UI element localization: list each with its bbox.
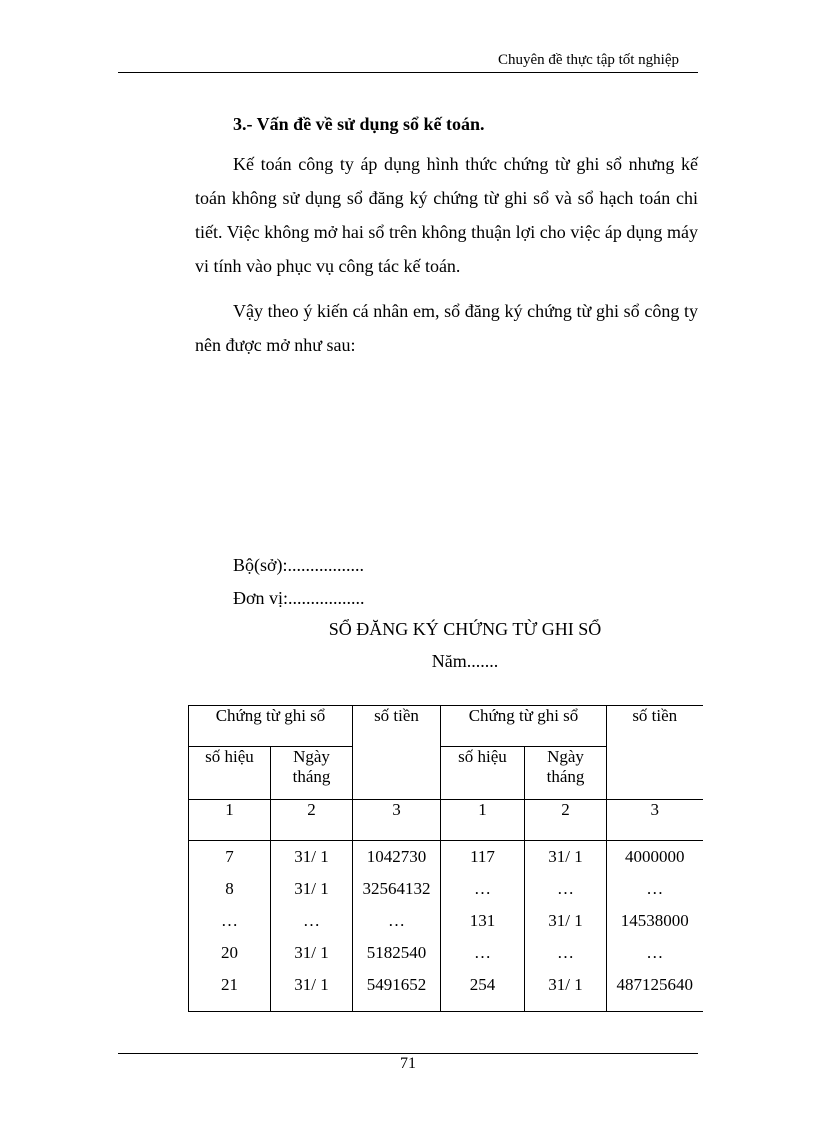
cell-date: … xyxy=(525,943,607,975)
cell-date: 31/ 1 xyxy=(271,943,353,975)
cell-date: 31/ 1 xyxy=(271,841,353,880)
paragraph-2: Vậy theo ý kiến cá nhân em, sổ đăng ký chứng từ ghi sổ công ty nên được mở như sau: xyxy=(195,301,698,355)
cell-amount: 5491652 xyxy=(353,975,441,1012)
table-index-row xyxy=(189,800,703,841)
footer-rule xyxy=(118,1053,698,1054)
cell-number: 117 xyxy=(441,841,525,880)
table-row xyxy=(189,943,703,975)
sub-number-right: số hiệu xyxy=(441,747,525,800)
cell-date: 31/ 1 xyxy=(525,841,607,880)
cell-amount: 5182540 xyxy=(353,943,441,975)
sub-date-right-text: Ngày tháng xyxy=(546,747,585,786)
table-header-row xyxy=(189,706,703,747)
cell-number: … xyxy=(441,943,525,975)
table-row xyxy=(189,841,703,880)
cell-date: 31/ 1 xyxy=(525,911,607,943)
cell-amount: 14538000 xyxy=(607,911,703,943)
cell-amount: 1042730 xyxy=(353,841,441,880)
page-number: 71 xyxy=(400,1055,416,1072)
header-rule xyxy=(118,72,698,73)
amount-header-left: số tiền xyxy=(353,706,441,800)
cell-number: … xyxy=(189,911,271,943)
sub-number-left: số hiệu xyxy=(189,747,271,800)
paragraph-1: Kế toán công ty áp dụng hình thức chứng từ ghi sổ nhưng kế toán không sử dụng sổ đăng ký chứng từ ghi sổ và sổ hạch toán chi tiết. Việc không mở hai sổ trên không thuận lợi cho việc áp dụng máy vi tính vào phục vụ công tác kế toán. xyxy=(195,154,698,276)
cell-date: 31/ 1 xyxy=(525,975,607,1012)
group-header-right: Chứng từ ghi sổ xyxy=(441,706,607,747)
ministry-field: Bộ(sở):................. xyxy=(233,555,365,575)
section-heading: 3.- Vấn đề về sử dụng sổ kế toán. xyxy=(233,114,485,134)
table-row xyxy=(189,975,703,1012)
sub-date-right xyxy=(525,747,607,800)
index-cell: 3 xyxy=(607,800,703,841)
cell-number: 8 xyxy=(189,879,271,911)
sub-date-left xyxy=(271,747,353,800)
cell-amount: … xyxy=(353,911,441,943)
group-header-left: Chứng từ ghi sổ xyxy=(189,706,353,747)
cell-amount: … xyxy=(607,879,703,911)
cell-date: 31/ 1 xyxy=(271,975,353,1012)
cell-number: 7 xyxy=(189,841,271,880)
form-year: Năm....... xyxy=(431,651,499,671)
table-row xyxy=(189,911,703,943)
index-cell: 1 xyxy=(189,800,271,841)
cell-number: 21 xyxy=(189,975,271,1012)
cell-amount: … xyxy=(607,943,703,975)
cell-date: … xyxy=(525,879,607,911)
index-cell: 2 xyxy=(271,800,353,841)
index-cell: 2 xyxy=(525,800,607,841)
unit-field: Đơn vị:................. xyxy=(233,588,365,608)
cell-date: … xyxy=(271,911,353,943)
cell-amount: 487125640 xyxy=(607,975,703,1012)
cell-number: 20 xyxy=(189,943,271,975)
cell-number: 254 xyxy=(441,975,525,1012)
sub-date-left-text: Ngày tháng xyxy=(292,747,331,786)
cell-date: 31/ 1 xyxy=(271,879,353,911)
table-row xyxy=(189,879,703,911)
cell-number: … xyxy=(441,879,525,911)
cell-amount: 32564132 xyxy=(353,879,441,911)
form-title: SỔ ĐĂNG KÝ CHỨNG TỪ GHI SỔ xyxy=(328,619,602,639)
cell-number: 131 xyxy=(441,911,525,943)
index-cell: 3 xyxy=(353,800,441,841)
index-cell: 1 xyxy=(441,800,525,841)
running-header: Chuyên đề thực tập tốt nghiệp xyxy=(498,52,680,68)
cell-amount: 4000000 xyxy=(607,841,703,880)
amount-header-right: số tiền xyxy=(607,706,703,800)
ledger-table xyxy=(188,705,703,1012)
